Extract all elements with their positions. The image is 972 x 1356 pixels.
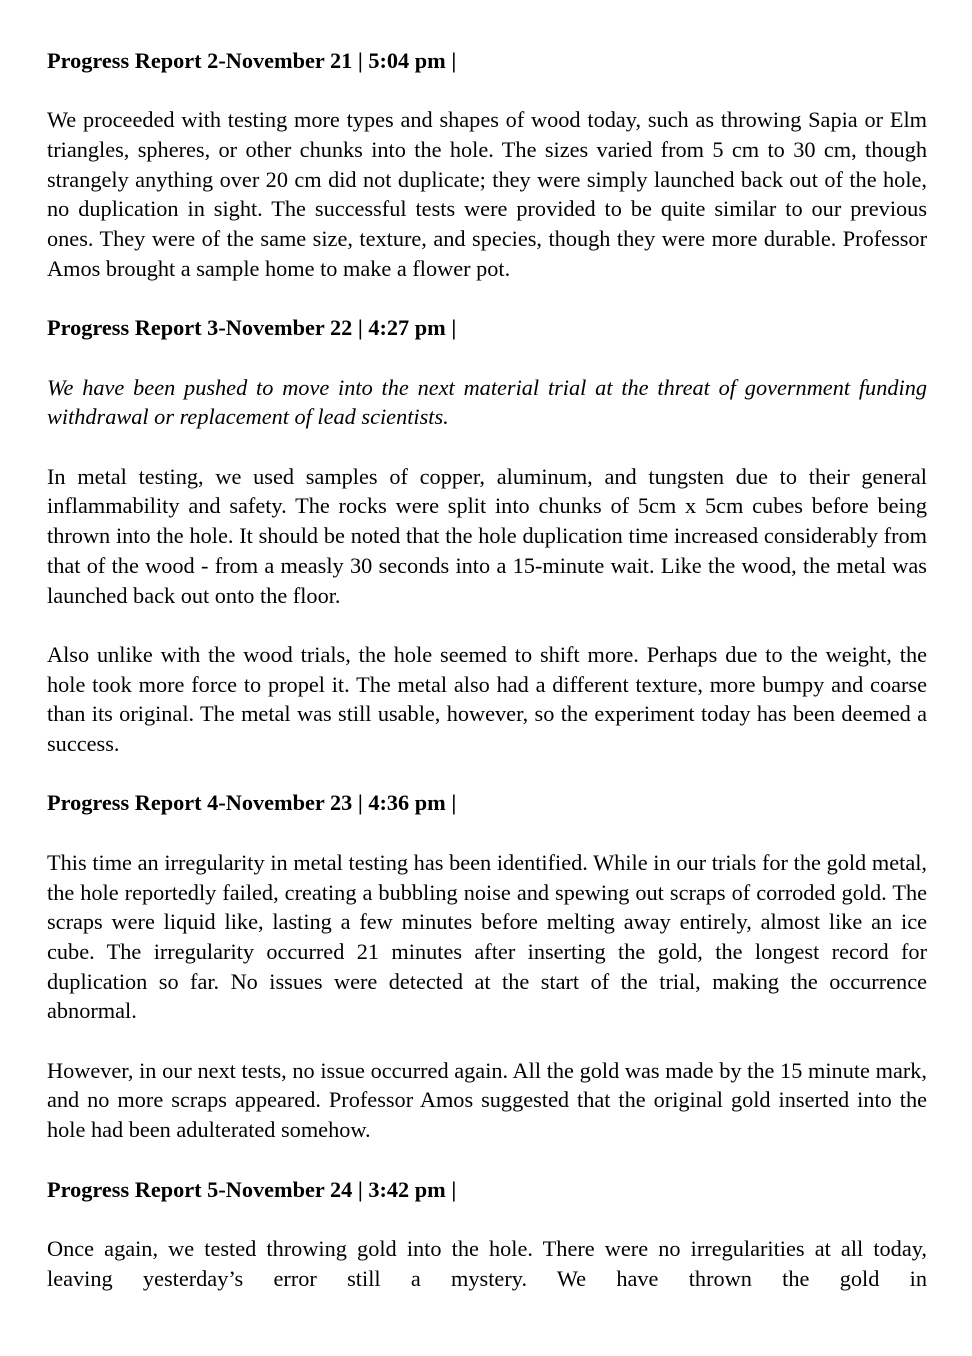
report-heading: Progress Report 4-November 23 | 4:36 pm |: [47, 790, 457, 816]
progress-report-4: [47, 788, 927, 1174]
report-heading: Progress Report 5-November 24 | 3:42 pm |: [47, 1176, 457, 1202]
spacer: [47, 1145, 927, 1175]
spacer: [47, 759, 927, 789]
report-paragraph: This time an irregularity in metal testing has been identified. While in our trials for the gold metal, the hole reportedly failed, creating a bubbling noise and spewing out scraps of corroded gold. The scraps were liquid like, lasting a few minutes before melting away entirely, almost like an ice cube. The irregularity occurred 21 minutes after inserting the gold, the longest record for duplication so far. No issues were detected at the start of the trial, making the occurrence abnormal.: [47, 849, 927, 1024]
report-paragraph: However, in our next tests, no issue occurred again. All the gold was made by the 15 minute mark, and no more scraps appeared. Professor Amos suggested that the original gold inserted into the hole had been adulterated somehow.: [47, 1057, 927, 1143]
report-note-italic: We have been pushed to move into the next material trial at the threat of government funding withdrawal or replacement of lead scientists.: [47, 374, 927, 430]
spacer: [47, 1026, 927, 1056]
report-paragraph: In metal testing, we used samples of copper, aluminum, and tungsten due to their general inflammability and safety. The rocks were split into chunks of 5cm x 5cm cubes before being thrown into the hole. It should be noted that the hole duplication time increased considerably from that of the wood - from a measly 30 seconds into a 15-minute wait. Like the wood, the metal was launched back out onto the floor.: [47, 463, 927, 608]
progress-report-3: [47, 313, 927, 788]
spacer: [47, 76, 927, 106]
progress-report-5: [47, 1175, 927, 1294]
spacer: [47, 432, 927, 462]
report-heading: Progress Report 2-November 21 | 5:04 pm |: [47, 48, 457, 73]
spacer: [47, 343, 927, 373]
spacer: [47, 1204, 927, 1234]
spacer: [47, 284, 927, 314]
report-heading: Progress Report 3-November 22 | 4:27 pm |: [47, 315, 457, 341]
document-page: [47, 46, 927, 1293]
report-paragraph: We proceeded with testing more types and shapes of wood today, such as throwing Sapia or Elm triangles, spheres, or other chunks into the hole. The sizes varied from 5 cm to 30 cm, though strangely anything over 20 cm did not duplicate; they were simply launched back out of the hole, no duplication in sight. The successful tests were provided to be quite similar to our previous ones. They were of the same size, texture, and species, though they were more durable. Professor Amos brought a sample home to make a flower pot.: [47, 107, 927, 281]
progress-report-2: [47, 46, 927, 313]
report-paragraph: Also unlike with the wood trials, the hole seemed to shift more. Perhaps due to the weight, the hole took more force to propel it. The metal also had a different texture, more bumpy and coarse than its original. The metal was still usable, however, so the experiment today has been deemed a success.: [47, 641, 927, 757]
spacer: [47, 818, 927, 848]
spacer: [47, 610, 927, 640]
report-paragraph: Once again, we tested throwing gold into the hole. There were no irregularities at all today, leaving yesterday’s error still a mystery. We have thrown the gold in: [47, 1235, 927, 1291]
